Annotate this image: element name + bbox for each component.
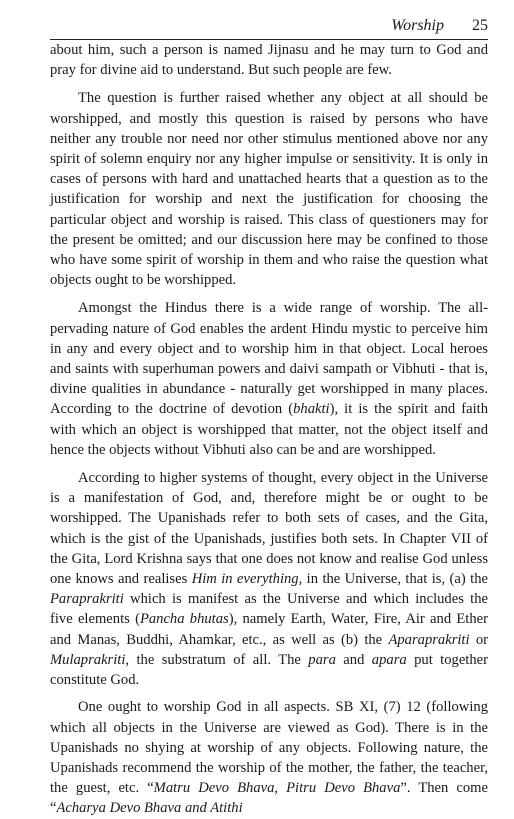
paragraph-4 bbox=[50, 468, 488, 690]
italic-term: Him in everything, bbox=[191, 571, 303, 588]
text-run: the substratum of all. The bbox=[129, 651, 309, 668]
page-body bbox=[50, 40, 488, 819]
text-run: ), it is the spirit and faith with which an object is worshipped that matter, not the object itself and hence the objects without Vibhuti also can be and are worshipped. bbox=[50, 401, 488, 458]
text-run: According to higher systems of thought, every object in the Universe is a manifestation of God, and, therefore might be or ought to be worshipped. The Upanishads refer to both sets of cases, and the Gita, which is the gist of the Upanishads, justifies both sets. In Chapter VII of the Gita, Lord Krishna says that one does not know and realise God unless one knows and realises bbox=[50, 470, 488, 588]
text-run: One ought to worship God in all aspects. SB XI, (7) 12 (following which all objects in the Universe are viewed as God). There is in the Upanishads no shying at worship of any objects. Following nature, the Upanishads recommend the worship of the mother, the father, the teacher, the guest, etc. “ bbox=[50, 699, 488, 797]
italic-term: Matru Devo Bhava, Pitru Devo Bhava bbox=[153, 780, 401, 797]
text-run: ”. Then come “ bbox=[50, 780, 488, 817]
text-run: and bbox=[335, 651, 372, 668]
italic-term: Mulaprakriti, bbox=[50, 651, 130, 668]
text-run: put together constitute God. bbox=[50, 651, 488, 689]
paragraph-3 bbox=[50, 298, 488, 460]
text-run: Amongst the Hindus there is a wide range of worship. The all-pervading nature of God enables the ardent Hindu mystic to perceive him in any and every object and to worship him in that object. Local heroes and saints with superhuman powers and daivi sampath or Vibhuti - that is, divine qualities in abundance - naturally get worshipped in many places. According to the doctrine of devotion ( bbox=[50, 300, 488, 418]
italic-term: Pancha bhutas bbox=[139, 611, 229, 628]
text-run: or bbox=[469, 631, 488, 648]
italic-term: bhakti bbox=[293, 401, 330, 418]
paragraph-5 bbox=[50, 697, 488, 818]
paragraph-1: about him, such a person is named Jijnasu and he may turn to God and pray for divine aid to understand. But such people are few. bbox=[50, 42, 488, 79]
paragraph-2: The question is further raised whether any object at all should be worshipped, and mostly this question is raised by persons who have neither any trouble nor need nor other stimulus mentioned above nor any spirit of solemn enquiry nor any higher impulse or sensitivity. It is only in cases of persons with hard and unattached hearts that a question as to the justification for worship and next the justification for choosing the particular object and worship is raised. This class of questioners may for the present be omitted; and our discussion here may be confined to those who have some spirit of worship in them and who raise the question what objects ought to be worshipped. bbox=[50, 90, 488, 289]
italic-term: Paraprakriti bbox=[50, 591, 124, 608]
italic-term: apara bbox=[371, 651, 407, 668]
running-title: Worship bbox=[391, 17, 444, 34]
text-run: which is manifest as the Universe and which includes the five elements ( bbox=[50, 591, 488, 628]
italic-term: Aparaprakriti bbox=[388, 631, 470, 648]
page-number: 25 bbox=[472, 17, 488, 34]
running-header bbox=[50, 14, 488, 40]
italic-term: Acharya Devo Bhava and Atithi bbox=[56, 800, 243, 817]
text-run: in the Universe, that is, (a) the bbox=[302, 571, 488, 588]
italic-term: para bbox=[308, 651, 336, 668]
text-run: ), namely Earth, Water, Fire, Air and Ether and Manas, Buddhi, Ahamkar, etc., as well as (b) the bbox=[50, 611, 488, 648]
